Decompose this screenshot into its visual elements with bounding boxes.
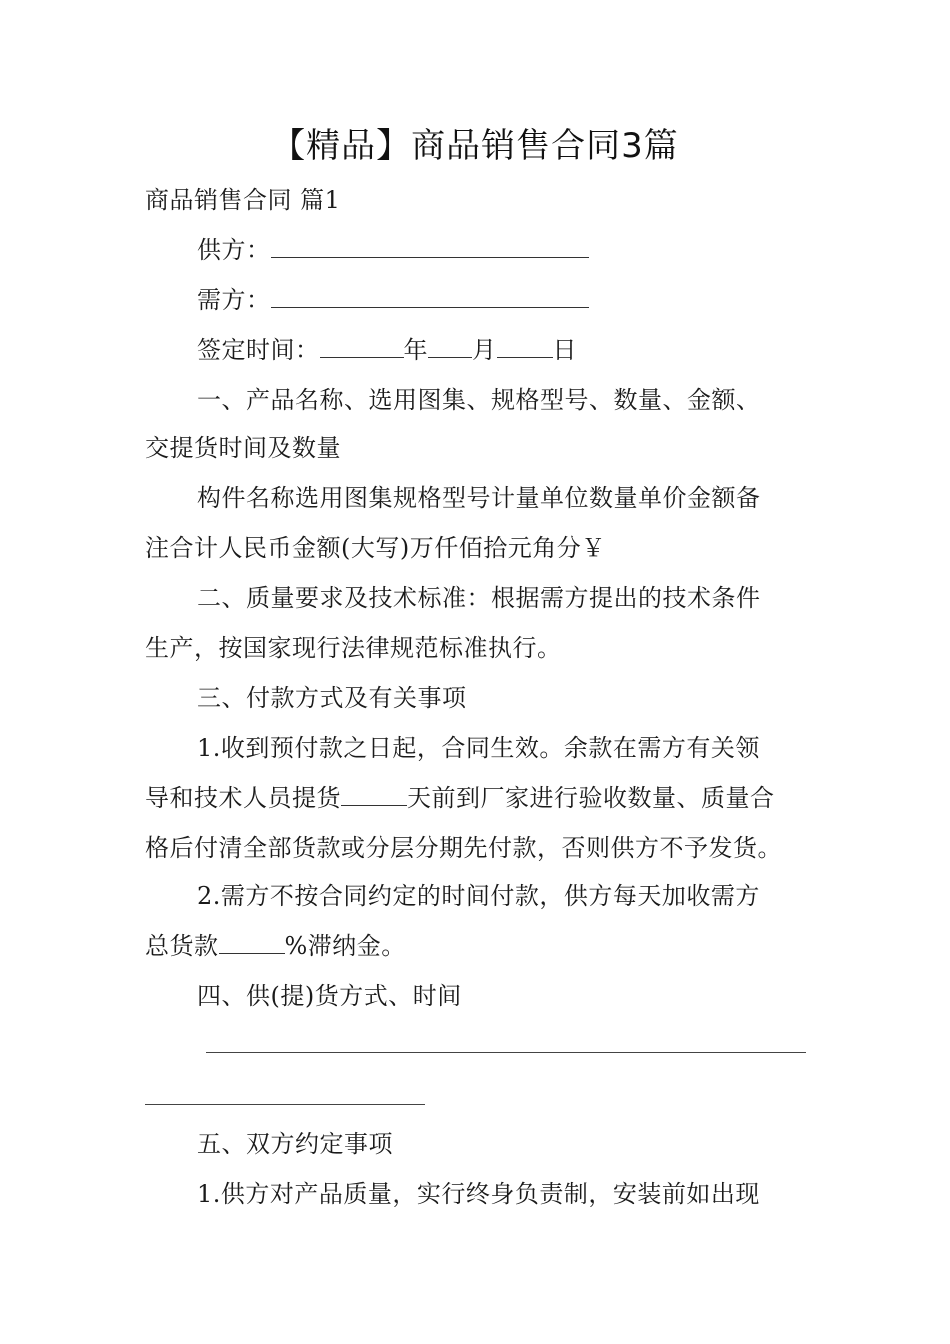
section-3-heading: 三、付款方式及有关事项 [197, 684, 467, 712]
days-blank [341, 783, 407, 806]
delivery-blank-line-2 [145, 1104, 425, 1105]
buyer-blank [271, 285, 589, 308]
delivery-blank-line-1 [206, 1052, 806, 1053]
pickup-text-a: 导和技术人员提货 [145, 784, 341, 812]
day-blank [497, 335, 553, 358]
pickup-text-b: 天前到厂家进行验收数量、质量合 [407, 784, 775, 812]
buyer-label: 需方： [197, 286, 271, 314]
buyer-line [197, 284, 589, 316]
section-3-p1-line-2 [145, 782, 775, 814]
late-fee-text-a: 总货款 [145, 932, 219, 960]
table-text-line-1: 构件名称选用图集规格型号计量单位数量单价金额备 [197, 484, 761, 512]
month-label: 月 [472, 336, 497, 364]
year-blank [320, 335, 404, 358]
section-2-line-1: 二、质量要求及技术标准：根据需方提出的技术条件 [197, 584, 761, 612]
year-label: 年 [403, 336, 428, 364]
supplier-blank [271, 235, 589, 258]
supplier-label: 供方： [197, 236, 271, 264]
document-title: 【精品】商品销售合同3篇 [271, 126, 679, 166]
section-4-heading: 四、供(提)货方式、时间 [197, 982, 462, 1010]
supplier-line [197, 234, 589, 266]
sign-time-line [197, 334, 577, 366]
table-text-line-2: 注合计人民币金额(大写)万仟佰拾元角分￥ [145, 534, 606, 562]
document-subtitle: 商品销售合同 篇1 [145, 186, 341, 214]
section-3-p1-line-3: 格后付清全部货款或分层分期先付款，否则供方不予发货。 [145, 834, 782, 862]
section-2-line-2: 生产，按国家现行法律规范标准执行。 [145, 634, 562, 662]
month-blank [428, 335, 472, 358]
section-3-p2-line-2 [145, 930, 406, 962]
late-fee-text-b: %滞纳金。 [284, 932, 406, 960]
section-5-heading: 五、双方约定事项 [197, 1130, 393, 1158]
section-5-p1-line-1: 1.供方对产品质量，实行终身负责制，安装前如出现 [197, 1180, 760, 1208]
section-1-line-1: 一、产品名称、选用图集、规格型号、数量、金额、 [197, 386, 761, 414]
late-fee-blank [219, 931, 285, 954]
day-label: 日 [552, 336, 577, 364]
section-3-p2-line-1: 2.需方不按合同约定的时间付款，供方每天加收需方 [197, 882, 760, 910]
sign-time-label: 签定时间： [197, 336, 320, 364]
section-3-p1-line-1: 1.收到预付款之日起，合同生效。余款在需方有关领 [197, 734, 760, 762]
section-1-line-2: 交提货时间及数量 [145, 434, 341, 462]
